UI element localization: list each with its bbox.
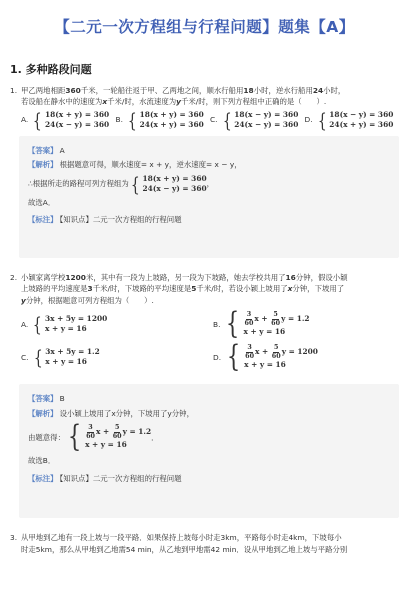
analysis-tag: 【解析】 xyxy=(28,408,58,418)
analysis-text: ∴根据所走的路程可列方程组为 xyxy=(28,179,129,189)
options-q2 xyxy=(10,306,399,375)
note-text: 【知识点】二元一次方程组的行程问题 xyxy=(59,473,182,483)
answer-value: B xyxy=(59,394,65,404)
conclusion: 故选A． xyxy=(28,197,56,207)
options-q1 xyxy=(10,107,399,132)
option-b[interactable]: B. { 18(x + y) = 360 24(x + y) = 360 xyxy=(115,107,204,132)
note-tag: 【标注】 xyxy=(28,473,58,483)
question-text: 甲乙两地相距360千米，一轮船往返于甲、乙两地之间，顺水行船用18小时，逆水行船用24小时， 若设船在静水中的速度为x千米/时，水流速度为y千米/时，则下列方程组中正确的是（ ）. xyxy=(21,86,346,107)
solution-box-q2: 【答案】 B 【解析】 设小颖上坡用了x分钟，下坡用了y分钟， 由题意得： { $\frac{3}{60}$ x + $\frac{5}{60}$ y = 1.2 x + y = 16 ． 故选B． 【标注】 【知识点】二元一次方程组的行程问题 xyxy=(19,384,399,518)
option-a[interactable]: A. { 3x + 5y = 1200 x + y = 16 xyxy=(21,312,108,337)
question-number: 3. xyxy=(10,533,18,543)
option-d[interactable]: D. { $\frac{3}{60}$ x + $\frac{5}{60}$ y = 1200 x + y = 16 xyxy=(213,339,318,375)
answer-tag: 【答案】 xyxy=(28,394,58,404)
question-3 xyxy=(10,532,399,555)
analysis-text: 由题意得： xyxy=(28,432,65,442)
analysis-text: 设小颖上坡用了x分钟，下坡用了y分钟， xyxy=(59,408,194,418)
option-d[interactable]: D. { 18(x − y) = 360 24(x + y) = 360 xyxy=(304,107,394,132)
analysis-tag: 【解析】 xyxy=(28,160,58,170)
section-heading: 1. 多种路段问题 xyxy=(10,63,92,76)
question-text: 小颖家离学校1200米，其中有一段为上坡路，另一段为下坡路，她去学校共用了16分钟，假设小颖 上坡路的平均速度是3千米/时，下坡路的平均速度是5千米/时，若设小颖上坡用了x分钟，下坡用了 y分钟，根据题意可列方程组为（ ）. xyxy=(21,272,348,305)
question-text: 从甲地到乙地有一段上坡与一段平路．如果保持上坡每小时走3km，平路每小时走4km，下坡每小 时走5km，那么从甲地到乙地需54 min，从乙地到甲地需42 min．设从甲地到乙地上坡与平路分别 xyxy=(21,533,348,554)
question-1 xyxy=(10,85,399,258)
page-title: 【二元一次方程组与行程问题】题集【A】 xyxy=(54,18,355,36)
analysis-text: 根据题意可得，顺水速度= x + y，逆水速度= x − y， xyxy=(59,160,242,170)
answer-tag: 【答案】 xyxy=(28,145,58,155)
question-2 xyxy=(10,272,399,518)
note-text: 【知识点】二元一次方程组的行程问题 xyxy=(59,215,182,225)
option-a[interactable]: A. { 18(x + y) = 360 24(x − y) = 360 xyxy=(21,107,110,132)
option-b[interactable]: B. { $\frac{3}{60}$ x + $\frac{5}{60}$ y = 1.2 x + y = 16 xyxy=(213,306,310,342)
conclusion: 故选B． xyxy=(28,456,56,466)
question-number: 1. xyxy=(10,86,18,95)
note-tag: 【标注】 xyxy=(28,215,58,225)
solution-box-q1: 【答案】 A 【解析】 根据题意可得，顺水速度= x + y，逆水速度= x − y， ∴根据所走的路程可列方程组为 { 18(x + y) = 360 24(x − y) = 360 ， 故选A． 【标注】 【知识点】二元一次方程组的行程问题 xyxy=(19,136,399,258)
question-number: 2. xyxy=(10,272,18,282)
option-c[interactable]: C. { 3x + 5y = 1.2 x + y = 16 xyxy=(21,345,100,370)
option-c[interactable]: C. { 18(x − y) = 360 24(x − y) = 360 xyxy=(210,107,299,132)
answer-value: A xyxy=(59,145,65,155)
